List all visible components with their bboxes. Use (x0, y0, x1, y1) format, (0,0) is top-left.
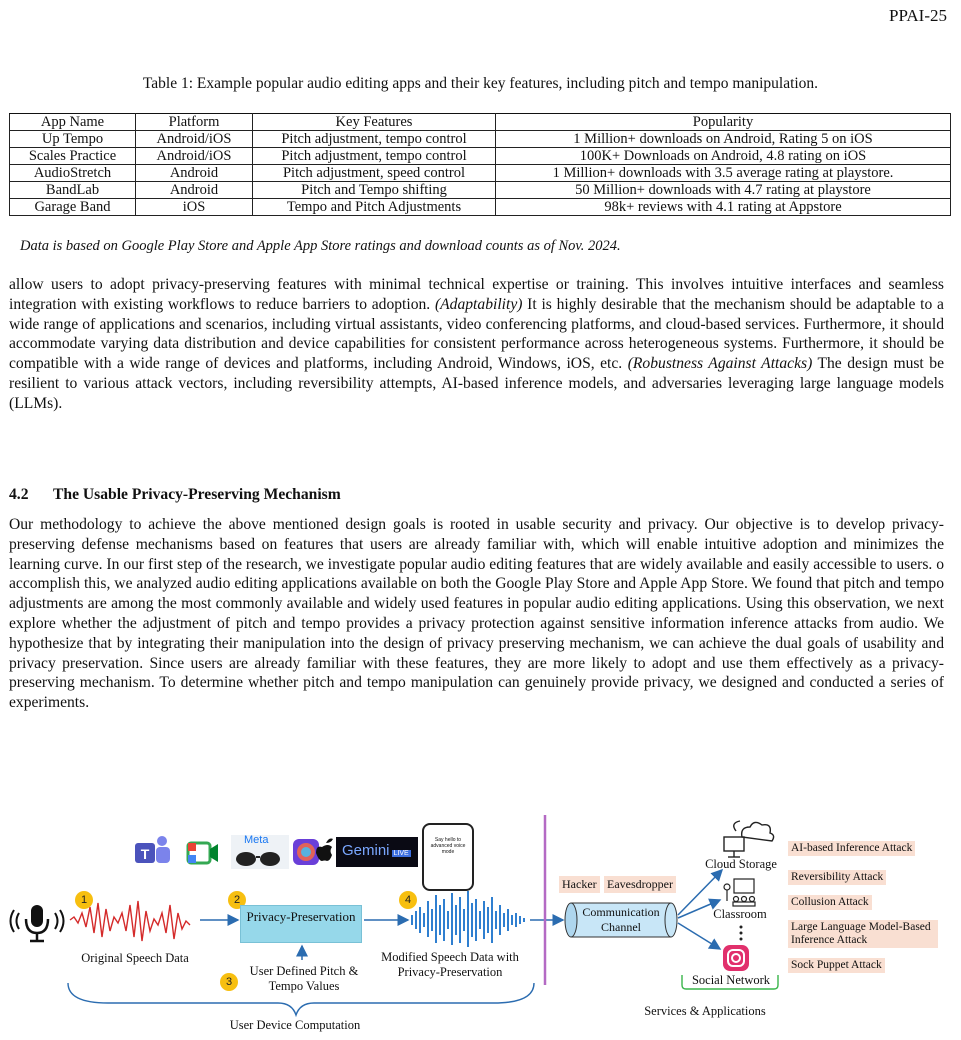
gemini-logo (336, 837, 418, 867)
step-badge-2: 2 (228, 891, 246, 909)
table-header-cell: Popularity (496, 114, 951, 131)
step-badge-1: 1 (75, 891, 93, 909)
gemini-label: Gemini (342, 842, 390, 859)
phone-icon (422, 823, 474, 891)
attack-reversibility: Reversibility Attack (788, 870, 886, 885)
cloud-storage-icon (724, 821, 774, 857)
privacy-preservation-box: Privacy-Preservation (240, 905, 362, 943)
phone-text: Say hello to advanced voice mode (430, 837, 466, 855)
table-row (10, 182, 951, 199)
table-cell: Pitch and Tempo shifting (253, 182, 496, 199)
table-cell: 50 Million+ downloads with 4.7 rating at playstore (496, 182, 951, 199)
device-computation-label: User Device Computation (229, 1018, 361, 1032)
table-caption: Table 1: Example popular audio editing apps and their key features, including pitch and tempo manipulation. (142, 75, 819, 92)
table-cell: Garage Band (10, 199, 136, 216)
cloud-storage-label: Cloud Storage (705, 857, 777, 871)
table-cell: Android/iOS (136, 131, 253, 148)
table-row (10, 165, 951, 182)
classroom-label: Classroom (713, 907, 767, 921)
table-cell: Up Tempo (10, 131, 136, 148)
section-heading (9, 486, 341, 504)
section-title: The Usable Privacy-Preserving Mechanism (53, 486, 341, 503)
modified-waveform (412, 891, 524, 947)
system-figure (0, 815, 961, 1040)
running-header: PPAI-25 (889, 6, 947, 25)
siri-apple-icon (293, 839, 333, 866)
table-row (10, 199, 951, 216)
table-cell: Android (136, 182, 253, 199)
paragraph-text: allow users to adopt privacy-preserving features with minimal technical expertise or training. This involves intuitive interfaces and seamless integration with existing workflows to reduce barriers to adoption. (9, 276, 944, 313)
table-cell: 100K+ Downloads on Android, 4.8 rating on iOS (496, 148, 951, 165)
table-cell: BandLab (10, 182, 136, 199)
channel-label: Communication Channel (582, 905, 660, 934)
svg-text:T: T (140, 846, 150, 862)
table-note: Data is based on Google Play Store and Apple App Store ratings and download counts as of Nov. 2024. (20, 238, 621, 254)
paragraph-methodology: Our methodology to achieve the above mentioned design goals is rooted in usable security and privacy. Our objective is to develop privacy-preserving defense mechanisms based on features that users are already familiar with, which will enable intuitive adoption and minimizes the learning curve. In our first step of the research, we investigate popular audio editing features that are widely available and easily accessible to users. o accomplish this, we analyzed audio editing applications available on both the Google Play Store and Apple App Store. We found that pitch and tempo adjustments are among the most commonly available and widely used features in popular audio editing applications. Using this observation, we next explore whether the adjustment of pitch and tempo provides a privacy protection against sensitive information inference attacks from audio. We hypothesize that by integrating their manipulation into the design of privacy preserving mechanism, we can achieve the dual goals of usability and privacy preservation. Since users are already familiar with these features, they are more likely to adopt and use them effectively as a privacy-preserving mechanism. To determine whether pitch and tempo manipulation can genuinely provide privacy, we designed and conducted a series of experiments. (9, 516, 944, 712)
goal-label-robustness: (Robustness Against Attacks) (627, 355, 813, 373)
paragraph-text: It is highly desirable that the mechanism should be adaptable to a wide range of applications and scenarios, including virtual assistants, video conferencing platforms, and cloud-based services. Furthermore, it should accommodate varying data distribution and device capabilities for consistent performance across heterogeneous systems. Furthermore, it should be compatible with a wide range of devices and platforms, including Android, Windows, iOS, etc. (9, 295, 944, 373)
table-cell: iOS (136, 199, 253, 216)
gemini-live-badge: LIVE (393, 850, 409, 857)
table-cell: 98k+ reviews with 4.1 rating at Appstore (496, 199, 951, 216)
table-cell: 1 Million+ downloads on Android, Rating 5 on iOS (496, 131, 951, 148)
table-cell: Pitch adjustment, speed control (253, 165, 496, 182)
services-label: Services & Applications (644, 1004, 766, 1018)
attack-sock-puppet: Sock Puppet Attack (788, 958, 885, 973)
hacker-tag: Hacker (559, 876, 600, 893)
microphone-icon (11, 905, 64, 941)
table-header-cell: Key Features (253, 114, 496, 131)
table-row (10, 148, 951, 165)
social-network-label: Social Network (691, 973, 771, 987)
original-speech-label: Original Speech Data (81, 951, 189, 965)
table-cell: Tempo and Pitch Adjustments (253, 199, 496, 216)
modified-speech-label: Modified Speech Data with Privacy-Preservation (381, 950, 519, 979)
user-defined-label: User Defined Pitch & Tempo Values (249, 964, 359, 993)
instagram-icon (723, 945, 749, 971)
table-cell: Scales Practice (10, 148, 136, 165)
goal-label-adaptability: (Adaptability) (434, 295, 523, 313)
classroom-icon (724, 879, 755, 906)
attack-ai-inference: AI-based Inference Attack (788, 841, 915, 856)
table-cell: AudioStretch (10, 165, 136, 182)
paragraph-text: The design must be resilient to various attack vectors, including reversibility attempts, AI-based inference models, and adversaries leveraging large language models (LLMs). (9, 355, 944, 412)
teams-icon (135, 836, 170, 863)
section-number: 4.2 (9, 486, 29, 503)
table-cell: 1 Million+ downloads with 3.5 average rating at playstore. (496, 165, 951, 182)
table-cell: Pitch adjustment, tempo control (253, 131, 496, 148)
paragraph-design-goals (9, 275, 944, 414)
table-header-cell: App Name (10, 114, 136, 131)
table-header-cell: Platform (136, 114, 253, 131)
step-badge-3: 3 (220, 973, 238, 991)
table-cell: Pitch adjustment, tempo control (253, 148, 496, 165)
table-cell: Android (136, 165, 253, 182)
eavesdropper-tag: Eavesdropper (604, 876, 676, 893)
table-cell: Android/iOS (136, 148, 253, 165)
attack-collusion: Collusion Attack (788, 895, 872, 910)
table-header-row (10, 114, 951, 131)
apps-table (9, 113, 951, 216)
attack-llm-inference: Large Language Model-Based Inference Attack (788, 920, 938, 948)
google-meet-icon (188, 843, 218, 863)
table-row (10, 131, 951, 148)
meta-logo-text: Meta (244, 834, 269, 846)
step-badge-4: 4 (399, 891, 417, 909)
